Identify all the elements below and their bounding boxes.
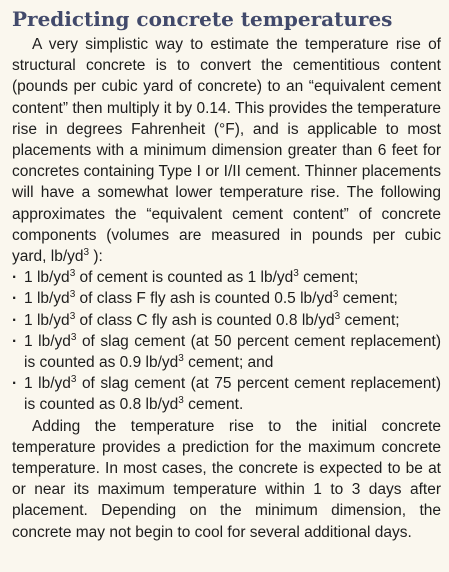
unit-base: lb/yd — [36, 311, 70, 329]
unit-base: lb/yd — [300, 290, 333, 308]
unit-exponent: 3 — [178, 395, 184, 407]
item-text: of cement is counted as 1 — [75, 269, 261, 287]
item-end: cement; — [298, 269, 359, 287]
item-end: cement; — [340, 311, 400, 329]
list-item — [12, 288, 441, 309]
intro-end: ): — [89, 248, 103, 266]
unit-exponent: 3 — [69, 268, 76, 280]
item-end: cement; and — [183, 354, 274, 372]
unit-exponent: 3 — [69, 310, 76, 322]
unit-base: lb/yd — [145, 354, 179, 372]
unit-base: lb/yd — [260, 269, 294, 287]
item-quantity: 1 — [24, 269, 37, 287]
list-item — [12, 267, 441, 288]
equivalence-list — [12, 267, 441, 415]
intro-paragraph — [12, 34, 441, 267]
item-text: of class F fly ash is counted 0.5 — [75, 290, 301, 308]
unit-base: lb/yd — [36, 290, 70, 308]
item-end: cement. — [183, 396, 244, 414]
intro-text: A very simplistic way to estimate the temperature rise of structural concrete is to convert the cementitious content (pounds per cubic yard of concrete) to an “equivalent cement content” then multiply it by 0.14. This provides the temperature rise in degrees Fahrenheit (°F), and is applicable to most placements with a minimum dimension greater than 6 feet for concretes containing Type I or I/II cement. Thinner placements will have a somewhat lower temperature rise. The following approximates the “equivalent cement content” of concrete components (volumes are measured in pounds per cubic yard, lb/yd — [12, 36, 441, 266]
unit-exponent: 3 — [293, 268, 299, 280]
unit-base: lb/yd — [301, 311, 335, 329]
item-text: of slag cement (at 50 percent cement replacement) is counted as 0.9 — [24, 332, 441, 372]
unit-base: lb/yd — [145, 396, 179, 414]
unit-base: lb/yd — [38, 332, 71, 350]
item-quantity: 1 — [24, 375, 39, 393]
article-title: Predicting concrete temperatures — [12, 7, 393, 31]
unit-exponent: 3 — [332, 289, 339, 301]
unit-exponent: 3 — [69, 289, 76, 301]
list-item — [12, 310, 441, 331]
unit-base: lb/yd — [36, 269, 70, 287]
list-item — [12, 373, 441, 415]
unit-exponent: 3 — [83, 247, 90, 259]
item-end: cement; — [338, 290, 398, 308]
item-quantity: 1 — [24, 290, 37, 308]
item-quantity: 1 — [24, 332, 39, 350]
unit-exponent: 3 — [70, 331, 77, 343]
closing-paragraph: Adding the temperature rise to the initial concrete temperature provides a prediction for the maximum concrete temperature. In most cases, the concrete is expected to be at or near its maximum temperature within 1 to 3 days after placement. Depending on the minimum dimension, the concrete may not begin to cool for several additional days. — [12, 417, 441, 541]
unit-base: lb/yd — [38, 375, 71, 393]
item-text: of slag cement (at 75 percent cement replacement) is counted as 0.8 — [24, 375, 441, 414]
list-item — [12, 331, 441, 373]
unit-exponent: 3 — [70, 374, 77, 386]
unit-exponent: 3 — [178, 353, 184, 365]
item-quantity: 1 — [24, 311, 37, 329]
unit-exponent: 3 — [334, 310, 341, 322]
item-text: of class C fly ash is counted 0.8 — [75, 311, 302, 329]
